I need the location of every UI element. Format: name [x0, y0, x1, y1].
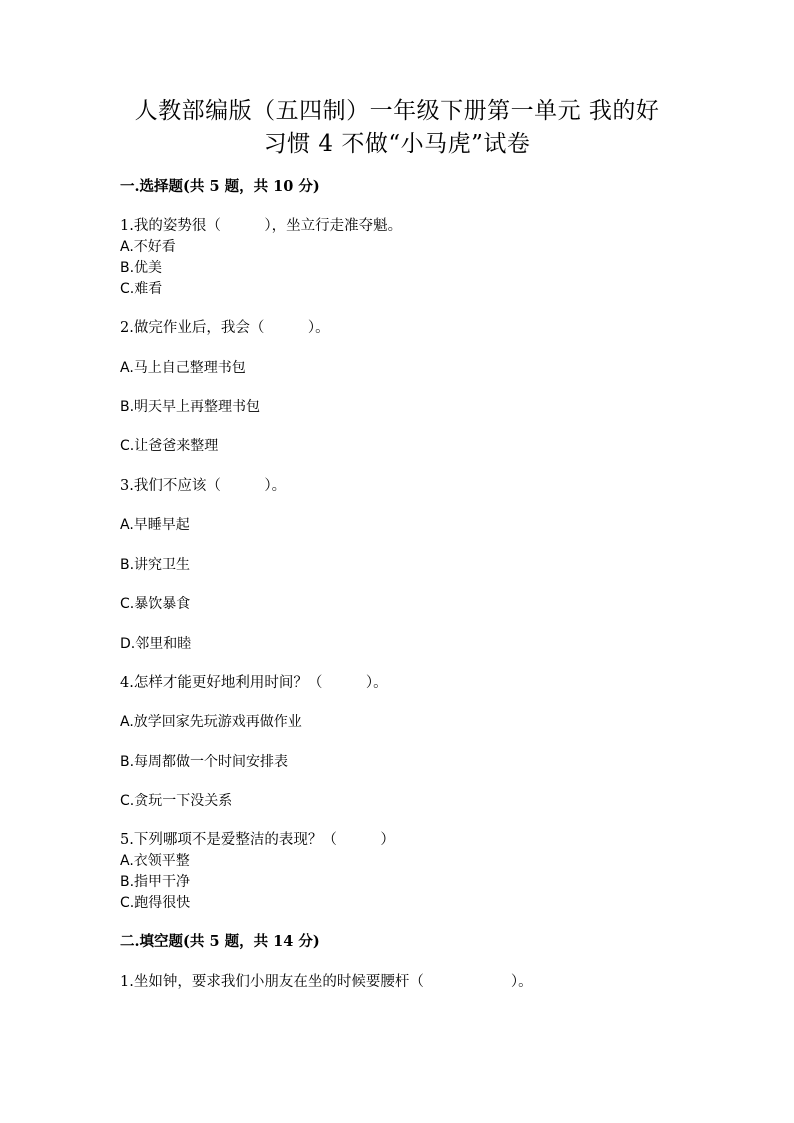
question-2-option-b: B.明天早上再整理书包: [120, 399, 261, 415]
question-4-option-c: C.贪玩一下没关系: [120, 793, 233, 809]
section-heading-fill-in-blank: 二.填空题(共 5 题，共 14 分): [120, 933, 320, 950]
fill-question-1-stem: 1.坐如钟，要求我们小朋友在坐的时候要腰杆（ ）。: [120, 974, 533, 990]
question-5-option-c: C.跑得很快: [120, 895, 191, 911]
question-2-stem: 2.做完作业后，我会（ ）。: [120, 320, 330, 336]
question-3-stem: 3.我们不应该（ ）。: [120, 478, 287, 494]
question-3-option-c: C.暴饮暴食: [120, 596, 191, 612]
question-5-option-b: B.指甲干净: [120, 874, 191, 890]
question-1-option-a: A.不好看: [120, 239, 176, 255]
question-4-stem: 4.怎样才能更好地利用时间？（ ）。: [120, 675, 388, 691]
question-1-stem: 1.我的姿势很（ ），坐立行走准夺魁。: [120, 218, 403, 234]
question-3-option-a: A.早睡早起: [120, 517, 190, 533]
question-3-option-b: B.讲究卫生: [120, 557, 191, 573]
question-3-option-d: D.邻里和睦: [120, 636, 192, 652]
question-5-option-a: A.衣领平整: [120, 853, 190, 869]
question-4-option-b: B.每周都做一个时间安排表: [120, 754, 289, 770]
page-title-line-2: 习惯 4 不做“小马虎”试卷: [263, 131, 531, 157]
section-heading-multiple-choice: 一.选择题(共 5 题，共 10 分): [120, 178, 320, 195]
question-2-option-a: A.马上自己整理书包: [120, 360, 246, 376]
page-title-line-1: 人教部编版（五四制）一年级下册第一单元 我的好: [134, 98, 660, 124]
question-1-option-b: B.优美: [120, 260, 163, 276]
question-4-option-a: A.放学回家先玩游戏再做作业: [120, 714, 302, 730]
question-5-stem: 5.下列哪项不是爱整洁的表现？（ ）: [120, 832, 395, 848]
question-2-option-c: C.让爸爸来整理: [120, 438, 219, 454]
question-1-option-c: C.难看: [120, 281, 163, 297]
